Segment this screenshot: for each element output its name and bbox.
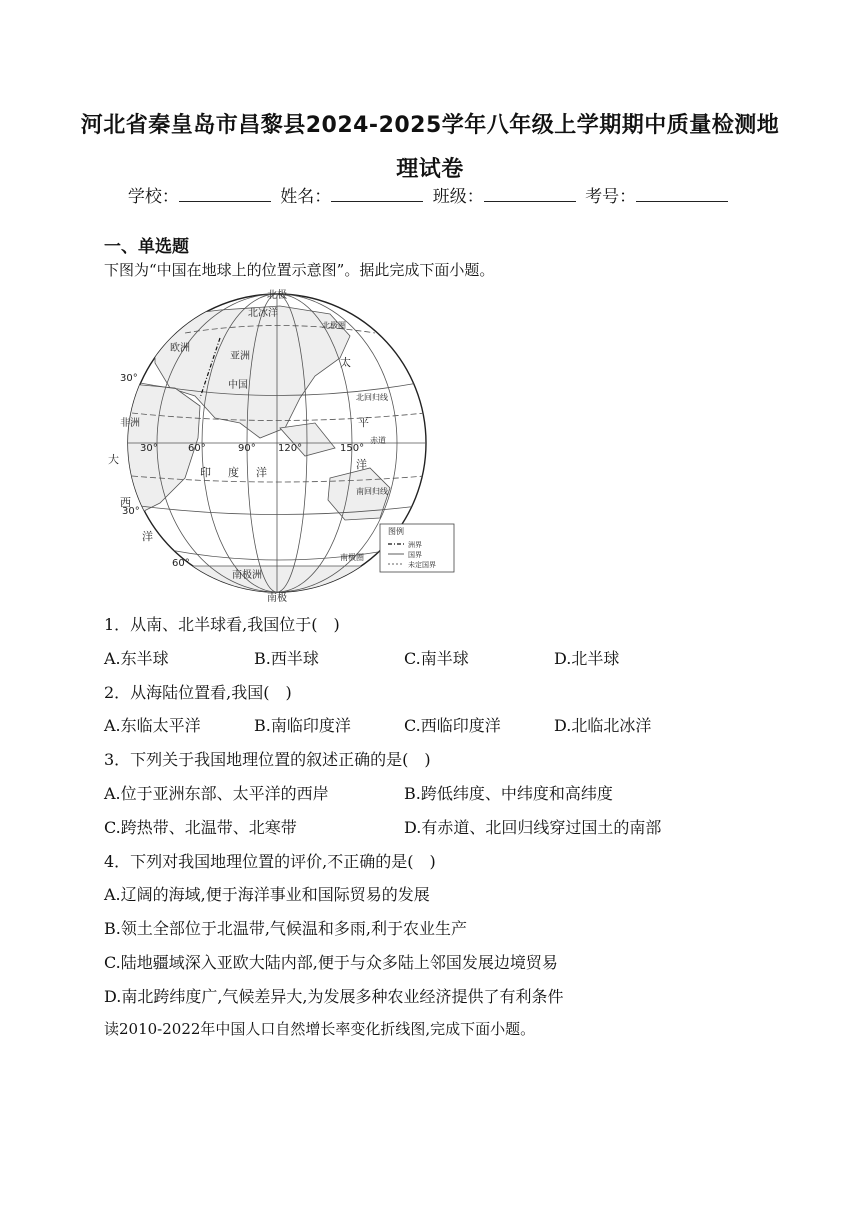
lat-60s-label: 60°	[172, 558, 190, 569]
legend-continent-border: 洲界	[408, 541, 422, 549]
class-blank[interactable]	[484, 187, 576, 202]
asia-label: 亚洲	[230, 351, 250, 362]
student-info-row	[60, 182, 800, 207]
name-blank[interactable]	[331, 187, 423, 202]
q4-option-d[interactable]: D.南北跨纬度广,气候差异大,为发展多种农业经济提供了有利条件	[104, 987, 564, 1006]
q1-option-c[interactable]: C.南半球	[404, 649, 469, 668]
lat-30s-label: 30°	[122, 506, 140, 517]
tropic-cancer-label: 北回归线	[356, 393, 388, 402]
school-blank[interactable]	[179, 187, 271, 202]
q4-option-c[interactable]: C.陆地疆域深入亚欧大陆内部,便于与众多陆上邻国发展边境贸易	[104, 953, 558, 972]
pacific-char-3: 洋	[356, 458, 367, 471]
q2-option-c[interactable]: C.西临印度洋	[404, 716, 501, 735]
lat-30n-label: 30°	[120, 373, 138, 384]
q1-option-a[interactable]: A.东半球	[104, 649, 169, 668]
lon-30-label: 30°	[140, 443, 158, 454]
europe-label: 欧洲	[170, 343, 190, 354]
question-4-stem: 4．下列对我国地理位置的评价,不正确的是( )	[104, 852, 436, 871]
atlantic-char-2: 西	[120, 496, 131, 509]
antarctic-circle-label: 南极圈	[340, 553, 364, 562]
antarctica-label: 南极洲	[232, 570, 262, 581]
question-3-stem: 3．下列关于我国地理位置的叙述正确的是( )	[104, 750, 431, 769]
next-section-intro: 读2010-2022年中国人口自然增长率变化折线图,完成下面小题。	[104, 1020, 536, 1038]
legend-undetermined-border: 未定国界	[408, 561, 436, 569]
section-intro: 下图为“中国在地球上的位置示意图”。据此完成下面小题。	[104, 261, 495, 279]
indian-char-1: 印	[200, 466, 211, 479]
south-pole-label: 南极	[267, 593, 287, 603]
title-line-1: 河北省秦皇岛市昌黎县2024-2025学年八年级上学期期中质量检测地	[80, 113, 780, 138]
equator-label: 赤道	[370, 436, 386, 445]
name-label: 姓名：	[280, 187, 332, 207]
section-heading: 一、单选题	[104, 237, 189, 257]
exam-number-label: 考号：	[585, 187, 637, 207]
africa-label: 非洲	[120, 418, 140, 429]
class-label: 班级：	[432, 187, 484, 207]
q1-option-d[interactable]: D.北半球	[554, 649, 620, 668]
q2-option-b[interactable]: B.南临印度洋	[254, 716, 351, 735]
indian-char-2: 度	[228, 466, 239, 479]
atlantic-char-1: 大	[108, 453, 119, 466]
china-globe-map	[100, 288, 460, 603]
pacific-char-1: 太	[340, 356, 351, 369]
q2-option-a[interactable]: A.东临太平洋	[104, 716, 201, 735]
q3-option-c[interactable]: C.跨热带、北温带、北寒带	[104, 818, 297, 837]
china-label: 中国	[228, 380, 248, 391]
q3-option-a[interactable]: A.位于亚洲东部、太平洋的西岸	[104, 784, 329, 803]
school-label: 学校：	[127, 187, 179, 207]
lon-150-label: 150°	[340, 443, 365, 454]
north-pole-label: 北极	[267, 290, 287, 301]
pacific-char-2: 平	[358, 416, 369, 429]
question-2-stem: 2．从海陆位置看,我国( )	[104, 683, 292, 702]
legend-national-border: 国界	[408, 551, 422, 559]
q2-option-d[interactable]: D.北临北冰洋	[554, 716, 652, 735]
atlantic-char-3: 洋	[142, 530, 153, 543]
map-legend	[380, 524, 454, 572]
q3-option-d[interactable]: D.有赤道、北回归线穿过国土的南部	[404, 818, 662, 837]
exam-number-blank[interactable]	[636, 187, 728, 202]
indian-char-3: 洋	[256, 466, 267, 479]
q3-option-b[interactable]: B.跨低纬度、中纬度和高纬度	[404, 784, 613, 803]
legend-title: 图例	[388, 527, 404, 536]
tropic-capricorn-label: 南回归线	[356, 487, 388, 496]
q1-option-b[interactable]: B.西半球	[254, 649, 319, 668]
question-1-stem: 1．从南、北半球看,我国位于( )	[104, 615, 340, 634]
lon-90-label: 90°	[238, 443, 256, 454]
lon-120-label: 120°	[278, 443, 303, 454]
arctic-circle-label: 北极圈	[322, 321, 346, 330]
q4-option-a[interactable]: A.辽阔的海域,便于海洋事业和国际贸易的发展	[104, 885, 430, 904]
q4-option-b[interactable]: B.领土全部位于北温带,气候温和多雨,利于农业生产	[104, 919, 468, 938]
title-line-2: 理试卷	[396, 157, 464, 182]
lon-60-label: 60°	[188, 443, 206, 454]
exam-title	[60, 104, 800, 192]
arctic-ocean-label: 北冰洋	[248, 308, 278, 319]
